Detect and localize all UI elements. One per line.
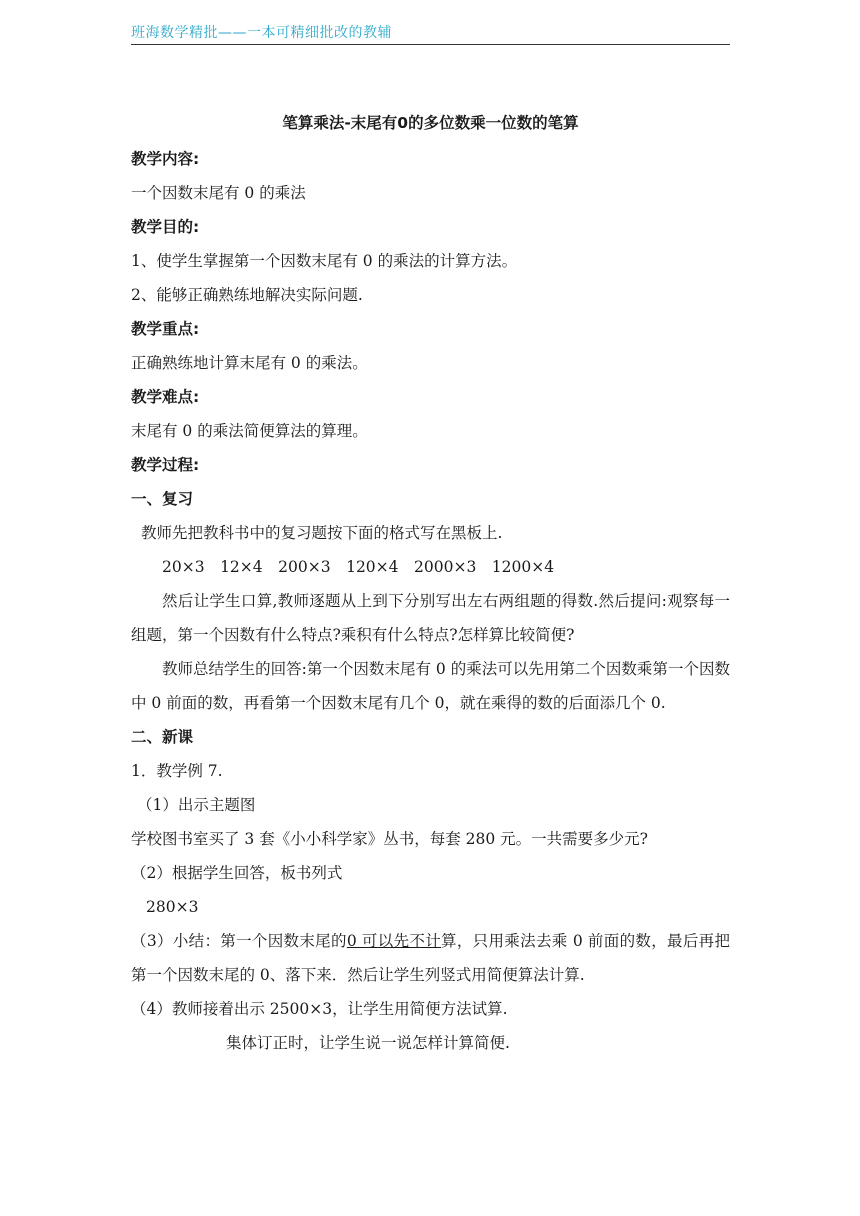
goal-item-1: 1、使学生掌握第一个因数末尾有 0 的乘法的计算方法。 <box>131 252 518 270</box>
page-header <box>131 24 730 45</box>
document-title: 笔算乘法-末尾有0的多位数乘一位数的笔算 <box>282 114 579 132</box>
new-lesson-heading: 二、新课 <box>131 728 194 746</box>
document-body <box>131 104 730 1060</box>
review-heading: 一、复习 <box>131 490 194 508</box>
review-expressions: 20×3 12×4 200×3 120×4 2000×3 1200×4 <box>162 558 555 576</box>
step-3-part-b: 算，只用乘法去乘 0 前面的数，最后再把第一个因数末尾的 0、落下来．然后让学生列竖式用简便算法计算. <box>131 932 730 984</box>
difficulty-heading: 教学难点: <box>131 388 200 406</box>
review-paragraph-1: 教师先把教科书中的复习题按下面的格式写在黑板上. <box>141 524 503 542</box>
key-text: 正确熟练地计算末尾有 0 的乘法。 <box>131 354 368 372</box>
step-4-followup: 集体订正时，让学生说一说怎样计算简便. <box>226 1034 510 1052</box>
problem-text: 学校图书室买了 3 套《小小科学家》丛书，每套 280 元。一共需要多少元? <box>131 830 648 848</box>
step-3 <box>131 924 730 992</box>
goal-item-2: 2、能够正确熟练地解决实际问题. <box>131 286 363 304</box>
step-3-underlined: 0 可以先不计 <box>346 932 442 950</box>
content-heading: 教学内容: <box>131 150 200 168</box>
step-4: （4）教师接着出示 2500×3，让学生用简便方法试算. <box>131 1000 508 1018</box>
step-3-part-a: （3）小结：第一个因数末尾的 <box>131 932 347 950</box>
step-2: （2）根据学生回答，板书列式 <box>131 864 343 882</box>
expression: 280×3 <box>146 898 199 916</box>
review-paragraph-3: 教师总结学生的回答:第一个因数末尾有 0 的乘法可以先用第二个因数乘第一个因数中 0 前面的数，再看第一个因数末尾有几个 0，就在乘得的数的后面添几个 0. <box>131 660 730 712</box>
key-heading: 教学重点: <box>131 320 200 338</box>
example-title: 1．教学例 7. <box>131 762 223 780</box>
goal-heading: 教学目的: <box>131 218 200 236</box>
review-paragraph-2: 然后让学生口算,教师逐题从上到下分别写出左右两组题的得数.然后提问:观察每一组题，第一个因数有什么特点?乘积有什么特点?怎样算比较简便? <box>131 592 730 644</box>
step-1: （1）出示主题图 <box>137 796 256 814</box>
process-heading: 教学过程: <box>131 456 200 474</box>
header-text: 班海数学精批——一本可精细批改的教辅 <box>131 25 392 41</box>
content-text: 一个因数末尾有 0 的乘法 <box>131 184 306 202</box>
difficulty-text: 末尾有 0 的乘法简便算法的算理。 <box>131 422 368 440</box>
